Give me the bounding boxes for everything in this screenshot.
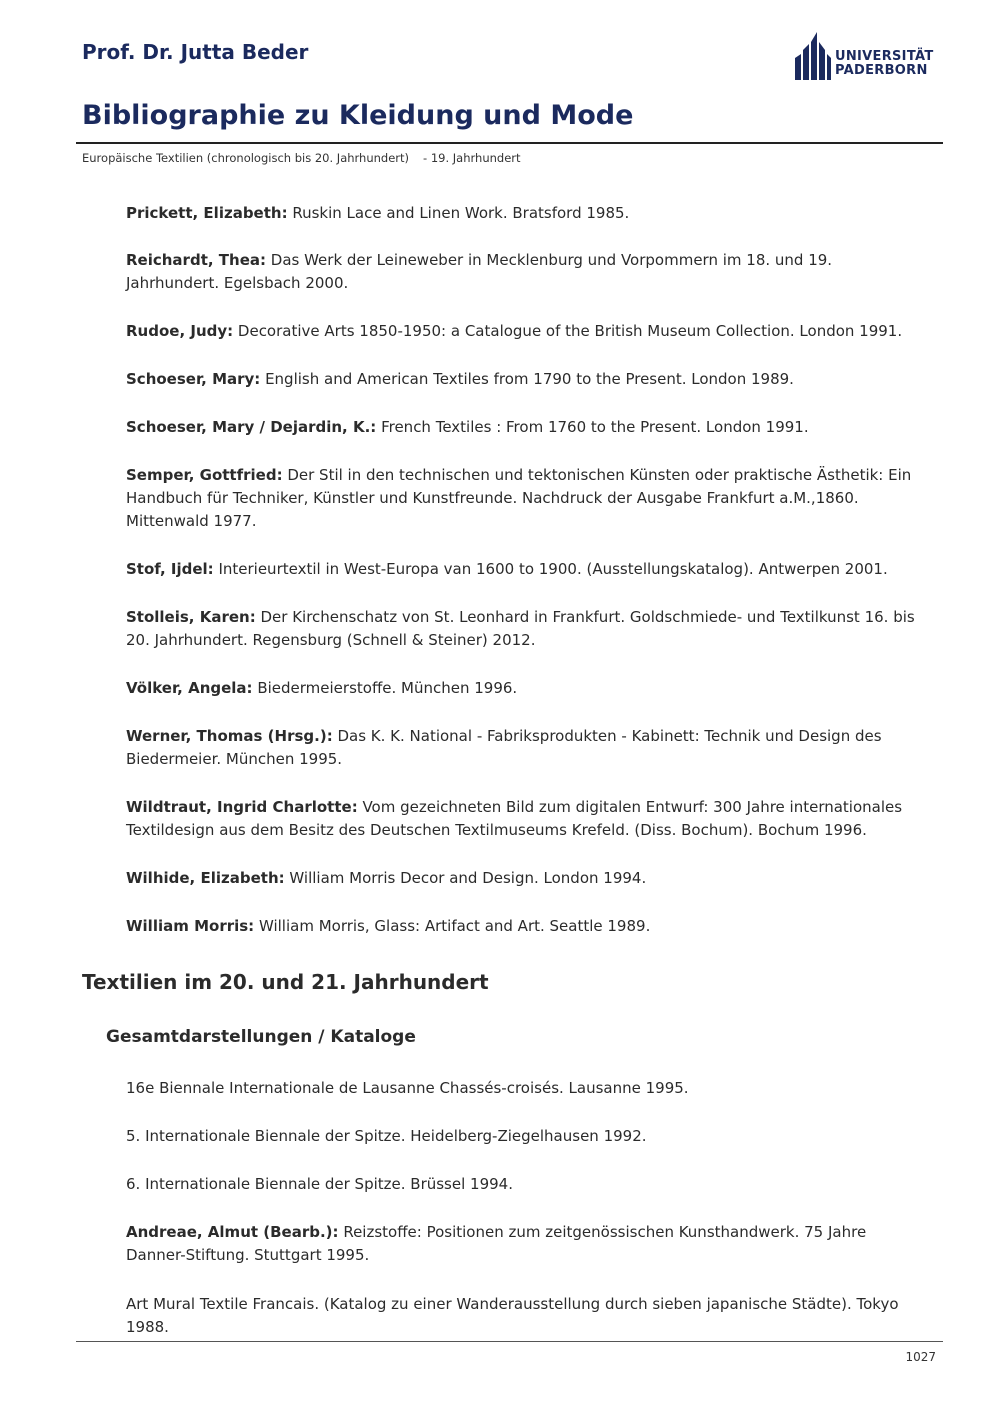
entry-author: Wildtraut, Ingrid Charlotte: [126,798,358,816]
entry-text: 6. Internationale Biennale der Spitze. Brüssel 1994. [126,1175,513,1193]
entry-author: Werner, Thomas (Hrsg.): [126,727,333,745]
entry-author: Prickett, Elizabeth: [126,204,288,222]
bibliography-entry [126,320,926,343]
bibliography-entry [126,368,926,391]
header-divider [76,142,943,144]
entry-text: Art Mural Textile Francais. (Katalog zu einer Wanderausstellung durch sieben japanische Städte). Tokyo 1988. [126,1295,899,1336]
bibliography-entry [126,464,926,533]
author-name: Prof. Dr. Jutta Beder [82,40,309,64]
subsection-heading: Gesamtdarstellungen / Kataloge [106,1027,416,1047]
entry-text: Vom gezeichneten Bild zum digitalen Entwurf: 300 Jahre internationales Textildesign aus dem Besitz des Deutschen Textilmuseums Krefeld. (Diss. Bochum). Bochum 1996. [126,798,903,839]
entry-text: Das K. K. National - Fabriksprodukten - Kabinett: Technik und Design des Biedermeier. München 1995. [126,727,882,768]
entry-text: Interieurtextil in West-Europa van 1600 to 1900. (Ausstellungskatalog). Antwerpen 2001. [213,560,888,578]
bibliography-entry [126,1293,926,1339]
entry-text: Reizstoffe: Positionen zum zeitgenössischen Kunsthandwerk. 75 Jahre Danner-Stiftung. Stuttgart 1995. [126,1223,867,1264]
entry-text: Der Kirchenschatz von St. Leonhard in Frankfurt. Goldschmiede- und Textilkunst 16. bis 20. Jahrhundert. Regensburg (Schnell & Steiner) 2012. [126,608,915,649]
bibliography-entry [126,202,926,225]
bibliography-entry [126,606,926,652]
breadcrumb [82,151,521,165]
bibliography-entry [126,725,926,771]
entry-text: Biedermeierstoffe. München 1996. [252,679,518,697]
entry-author: Schoeser, Mary: [126,370,261,388]
entry-author: Völker, Angela: [126,679,253,697]
entry-text: English and American Textiles from 1790 to the Present. London 1989. [260,370,794,388]
entry-author: Semper, Gottfried: [126,466,283,484]
page-title: Bibliographie zu Kleidung und Mode [82,100,634,131]
entry-text: French Textiles : From 1760 to the Present. London 1991. [376,418,809,436]
bibliography-entry [126,249,926,295]
entry-text: William Morris, Glass: Artifact and Art. Seattle 1989. [254,917,651,935]
university-logo [793,32,938,82]
entry-author: Stof, Ijdel: [126,560,214,578]
bibliography-entry [126,1077,926,1100]
bibliography-entry [126,677,926,700]
entry-author: William Morris: [126,917,255,935]
bibliography-entry [126,416,926,439]
university-logo-icon [793,32,833,82]
entry-text: 16e Biennale Internationale de Lausanne Chassés-croisés. Lausanne 1995. [126,1079,689,1097]
page-number: 1027 [905,1350,936,1364]
entry-author: Schoeser, Mary / Dejardin, K.: [126,418,377,436]
logo-line-1: UNIVERSITÄT [835,49,934,64]
entry-author: Wilhide, Elizabeth: [126,869,285,887]
breadcrumb-section: Europäische Textilien (chronologisch bis 20. Jahrhundert) [82,151,410,165]
entry-text: Decorative Arts 1850-1950: a Catalogue of the British Museum Collection. London 1991. [233,322,903,340]
logo-text [835,50,934,78]
entry-author: Reichardt, Thea: [126,251,266,269]
entry-author: Andreae, Almut (Bearb.): [126,1223,339,1241]
entry-text: Ruskin Lace and Linen Work. Bratsford 1985. [287,204,630,222]
bibliography-entry [126,558,926,581]
breadcrumb-subsection: - 19. Jahrhundert [423,151,521,165]
entry-text: 5. Internationale Biennale der Spitze. Heidelberg-Ziegelhausen 1992. [126,1127,647,1145]
entry-text: Das Werk der Leineweber in Mecklenburg und Vorpommern im 18. und 19. Jahrhundert. Egelsbach 2000. [126,251,833,292]
bibliography-entry [126,915,926,938]
bibliography-entry [126,1221,926,1267]
bibliography-entry [126,867,926,890]
bibliography-entry [126,1125,926,1148]
entry-author: Rudoe, Judy: [126,322,234,340]
section-heading: Textilien im 20. und 21. Jahrhundert [82,970,489,994]
bibliography-entry [126,1173,926,1196]
logo-line-2: PADERBORN [835,63,928,78]
entry-author: Stolleis, Karen: [126,608,256,626]
entry-text: William Morris Decor and Design. London 1994. [284,869,647,887]
footer-divider [76,1341,943,1342]
bibliography-entry [126,796,926,842]
entry-text: Der Stil in den technischen und tektonischen Künsten oder praktische Ästhetik: Ein Handbuch für Techniker, Künstler und Kunstfreunde. Nachdruck der Ausgabe Frankfurt a.M.,1860. Mittenwald 1977. [126,466,912,530]
